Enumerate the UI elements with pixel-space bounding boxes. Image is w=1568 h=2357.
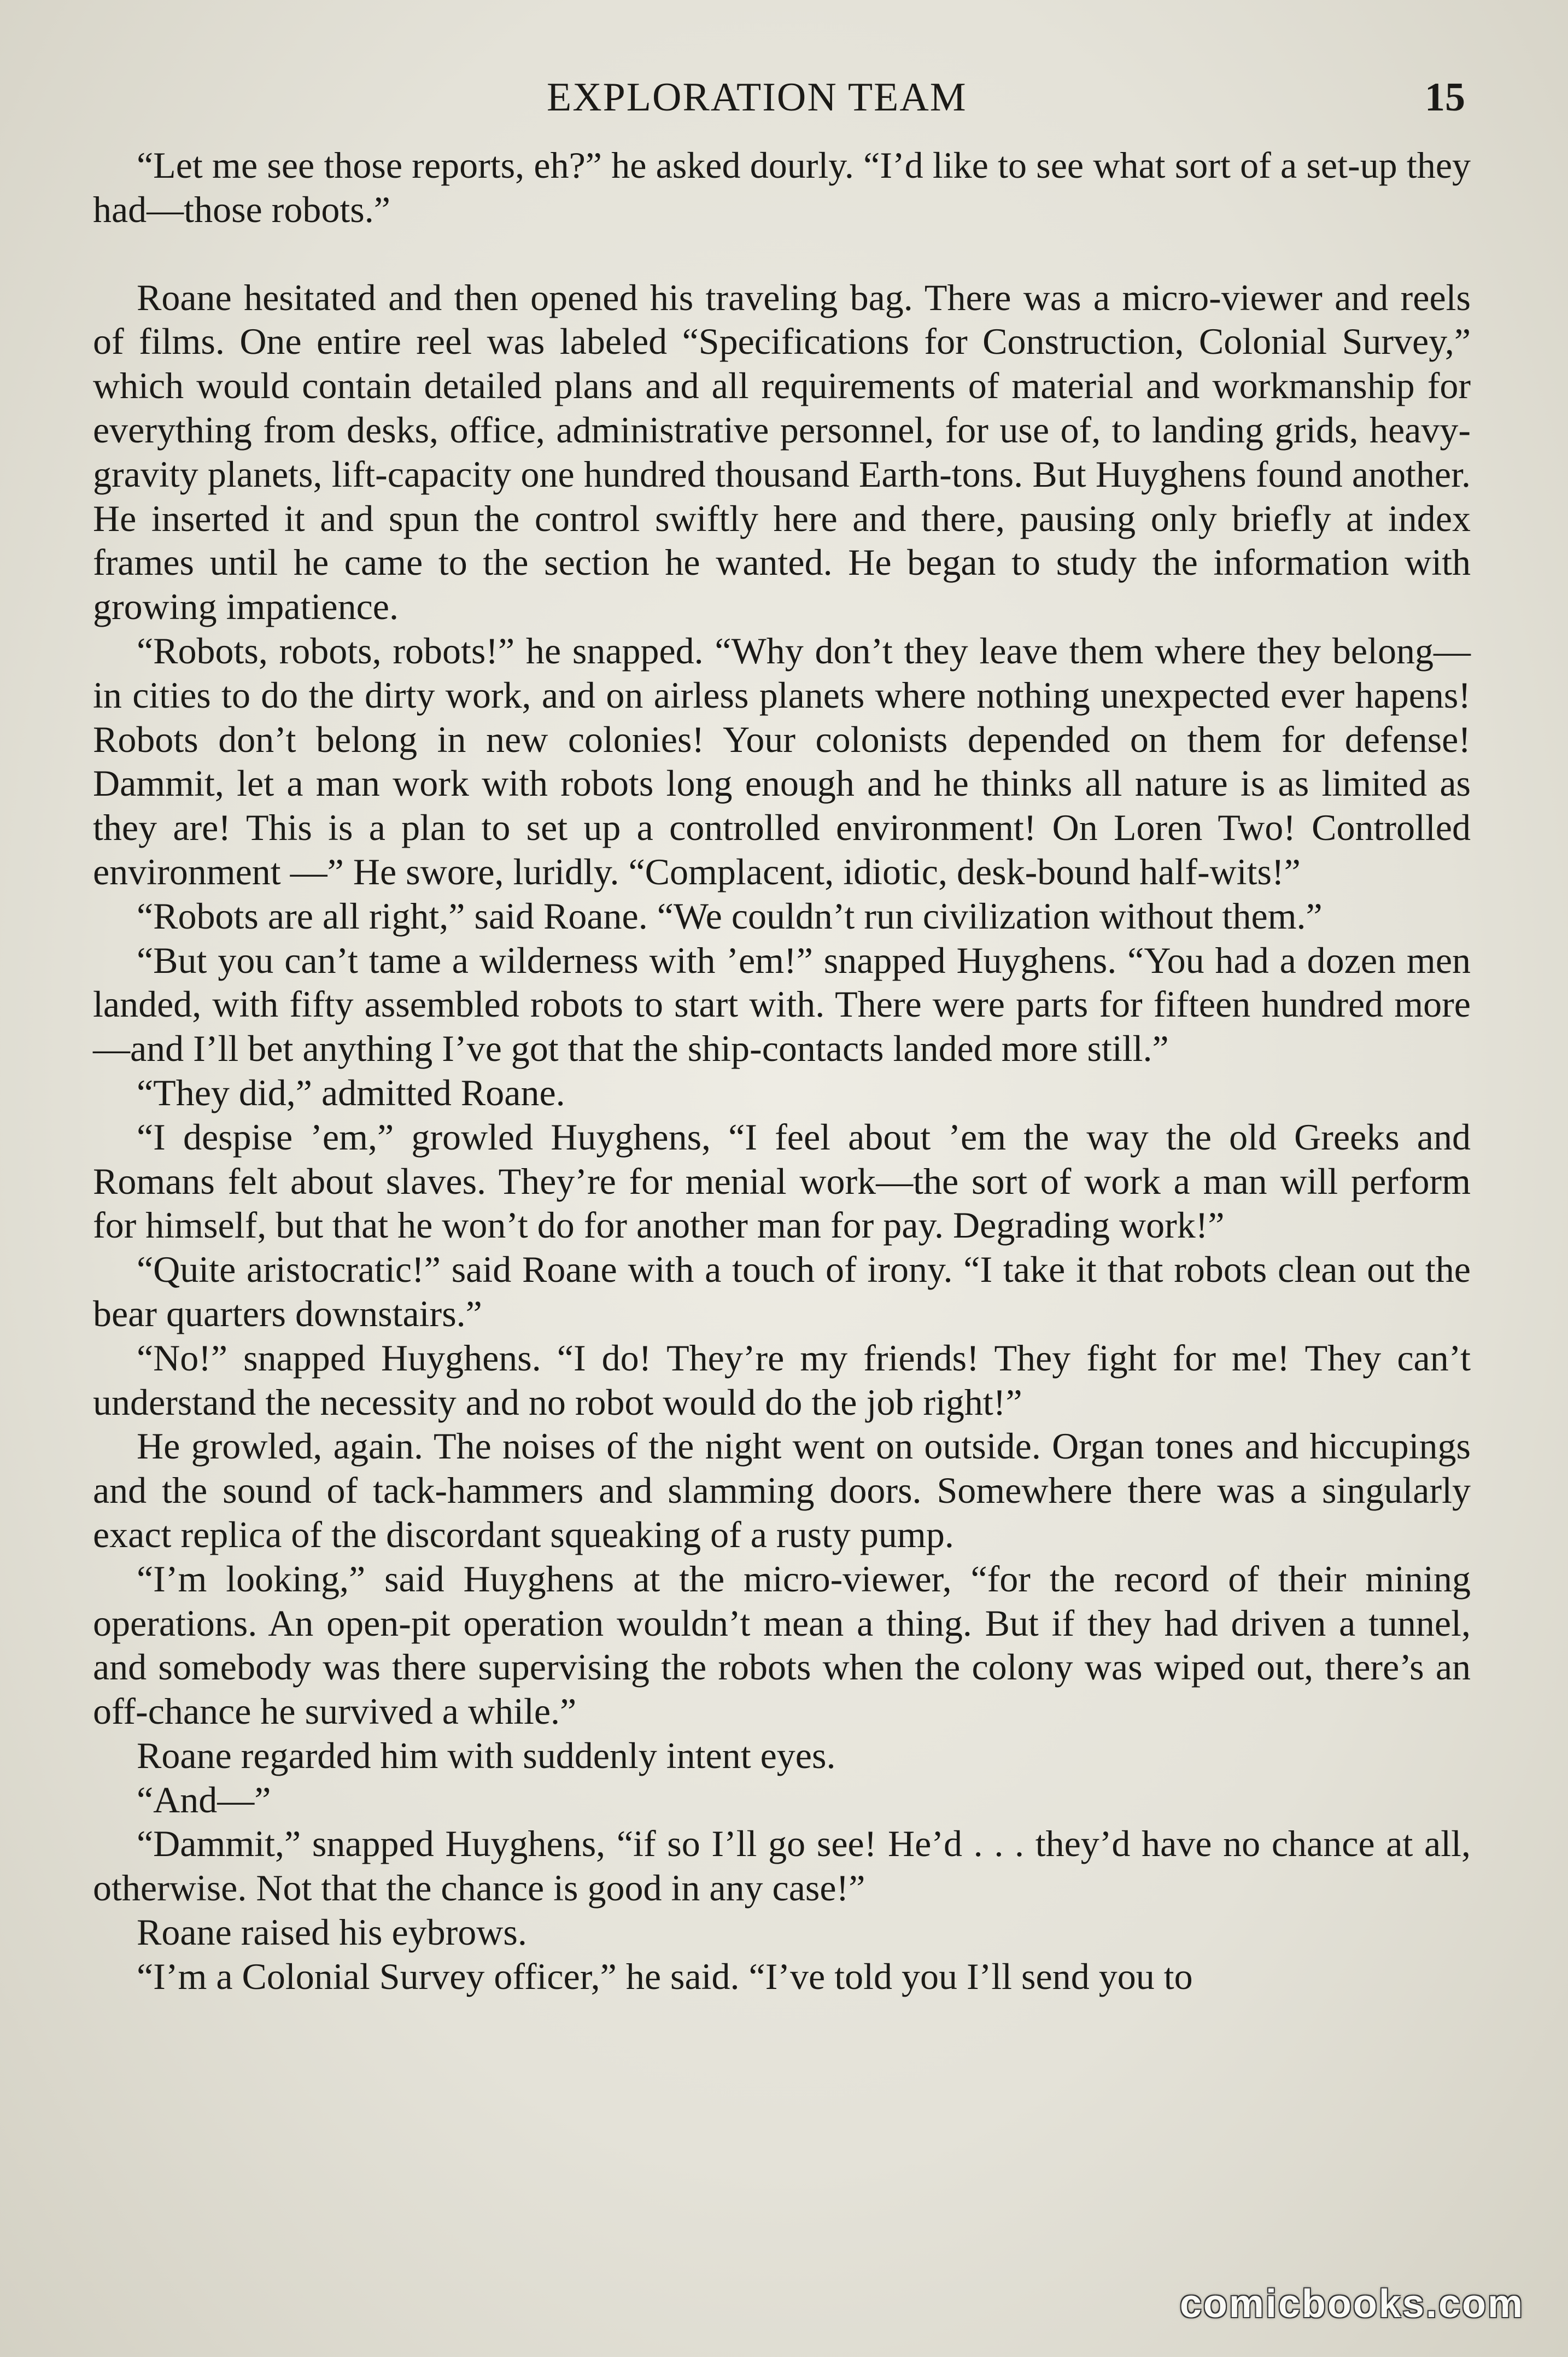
paragraph: “But you can’t tame a wilderness with ’em!” snapped Huyghens. “You had a dozen men landed, with fifty assembled robots to start with. There were parts for fifteen hundred more—and I’ll bet anything I’ve got that the ship-contacts landed more still.” — [93, 939, 1471, 1070]
paragraph: “I despise ’em,” growled Huyghens, “I feel about ’em the way the old Greeks and Romans felt about slaves. They’re for menial work—the sort of work a man will perform for himself, but that he won’t do for another man for pay. Degrading work!” — [93, 1116, 1471, 1246]
paragraph: “Robots are all right,” said Roane. “We couldn’t run civilization without them.” — [137, 895, 1323, 937]
paragraph: “And—” — [137, 1778, 271, 1821]
chapter-title: EXPLORATION TEAM — [547, 75, 967, 120]
paragraph: “Let me see those reports, eh?” he asked dourly. “I’d like to see what sort of a set-up they had—those robots.” — [93, 144, 1471, 230]
paragraph: He growled, again. The noises of the night went on outside. Organ tones and hiccupings and the sound of tack-hammers and slamming doors. Somewhere there was a singularly exact replica of the discordant squeaking of a rusty pump. — [93, 1425, 1471, 1555]
paragraph: Roane hesitated and then opened his traveling bag. There was a micro-viewer and reels of films. One entire reel was labeled “Specifications for Construction, Colonial Survey,” which would contain detailed plans and all requirements of material and workmanship for everything from desks, office, administrative personnel, for use of, to landing grids, heavy-gravity planets, lift-capacity one hundred thousand Earth-tons. But Huyghens found another. He inserted it and spun the control swiftly here and there, pausing only briefly at index frames until he came to the section he wanted. He began to study the information with growing impatience. — [93, 276, 1471, 628]
paragraph: “No!” snapped Huyghens. “I do! They’re my friends! They fight for me! They can’t understand the necessity and no robot would do the job right!” — [93, 1337, 1471, 1423]
section-break — [93, 232, 1471, 276]
paragraph: “Robots, robots, robots!” he snapped. “Why don’t they leave them where they belong—in cities to do the dirty work, and on airless planets where nothing unexpected ever hapens! Robots don’t belong in new colonies! Your colonists depended on them for defense! Dammit, let a man work with robots long enough and he thinks all nature is as limited as they are! This is a plan to set up a controlled environment! On Loren Two! Controlled environment —” He swore, luridly. “Complacent, idiotic, desk-bound half-wits!” — [93, 629, 1471, 892]
paragraph: “I’m a Colonial Survey officer,” he said. “I’ve told you I’ll send you to — [137, 1955, 1193, 1997]
body-text — [93, 143, 1471, 1999]
paragraph: “They did,” admitted Roane. — [137, 1071, 565, 1113]
running-head — [0, 70, 1568, 125]
paragraph: Roane regarded him with suddenly intent eyes. — [137, 1734, 836, 1776]
watermark: comicbooks.com — [1179, 2282, 1524, 2326]
page-number: 15 — [1425, 75, 1465, 120]
paragraph: Roane raised his eybrows. — [137, 1911, 527, 1953]
paragraph: “I’m looking,” said Huyghens at the micro-viewer, “for the record of their mining operations. An open-pit operation wouldn’t mean a thing. But if they had driven a tunnel, and somebody was there supervising the robots when the colony was wiped out, there’s an off-chance he survived a while.” — [93, 1557, 1471, 1732]
paragraph: “Quite aristocratic!” said Roane with a touch of irony. “I take it that robots clean out the bear quarters downstairs.” — [93, 1248, 1471, 1334]
paragraph: “Dammit,” snapped Huyghens, “if so I’ll go see! He’d . . . they’d have no chance at all, otherwise. Not that the chance is good in any case!” — [93, 1823, 1471, 1909]
